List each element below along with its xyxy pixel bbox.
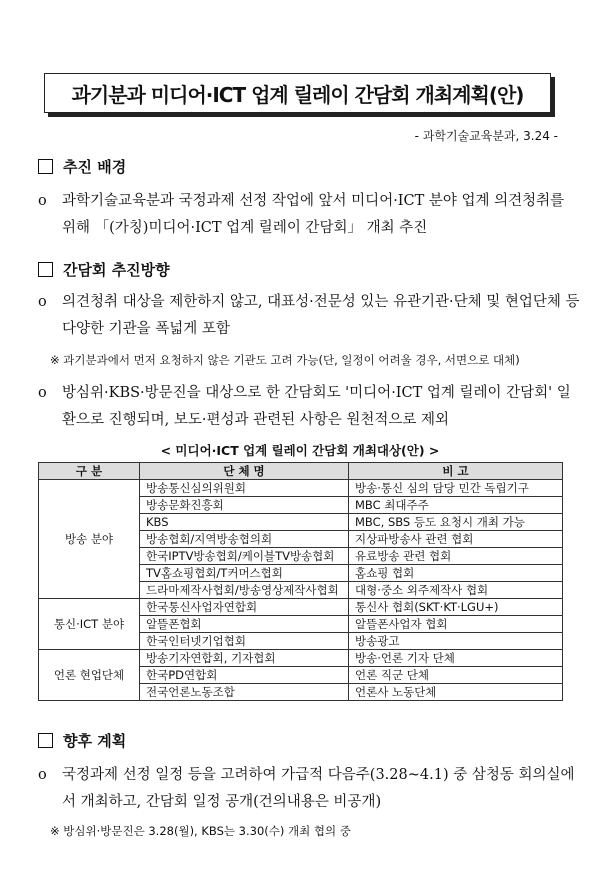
- table-cell: 언론 직군 단체: [349, 667, 563, 684]
- table-cell: 방송문화진흥회: [140, 497, 349, 514]
- table-cell: 대형·중소 외주제작사 협회: [349, 582, 563, 599]
- bullet-marker: o: [38, 193, 47, 209]
- checkbox-square-icon: [38, 262, 53, 277]
- table-cell: 한국인터넷기업협회: [140, 633, 349, 650]
- page-subtitle: - 과학기술교육분과, 3.24 -: [414, 129, 558, 143]
- bullet-marker: o: [38, 767, 47, 783]
- bullet-marker: o: [38, 385, 47, 401]
- note-text: ※ 방심위·방문진은 3.28(월), KBS는 3.30(수) 개최 협의 중: [50, 824, 351, 838]
- table-cell: 한국PD연합회: [140, 667, 349, 684]
- table-row: [39, 650, 563, 667]
- table-cell: 알뜰폰협회: [140, 616, 349, 633]
- table-cell: 한국통신사업자연합회: [140, 599, 349, 616]
- table-cell: 전국언론노동조합: [140, 684, 349, 701]
- table-header-cell: 비 고: [349, 463, 563, 480]
- bullet-text: 의견청취 대상을 제한하지 않고, 대표성·전문성 있는 유관기관·단체 및 현업단체 등 다양한 기관을 폭넓게 포함: [62, 294, 580, 337]
- table-cell: 방송협회/지역방송협의회: [140, 531, 349, 548]
- checkbox-square-icon: [38, 159, 53, 174]
- table-category-cell: 방송 분야: [39, 480, 140, 599]
- bullet-text: 과학기술교육분과 국정과제 선정 작업에 앞서 미디어·ICT 분야 업계 의견청취를 위해 「(가칭)미디어·ICT 업계 릴레이 간담회」 개최 추진: [62, 193, 565, 236]
- table-cell: 언론사 노동단체: [349, 684, 563, 701]
- table-cell: 방송·통신 심의 담당 민간 독립기구: [349, 480, 563, 497]
- table-cell: TV홈쇼핑협회/T커머스협회: [140, 565, 349, 582]
- bullet-marker: o: [38, 294, 47, 310]
- table-cell: 드라마제작사협회/방송영상제작사협회: [140, 582, 349, 599]
- table-cell: 홈쇼핑 협회: [349, 565, 563, 582]
- table-caption: < 미디어·ICT 업계 릴레이 간담회 개최대상(안) >: [160, 443, 440, 458]
- table-category-cell: 언론 현업단체: [39, 650, 140, 701]
- table-cell: 지상파방송사 관련 협회: [349, 531, 563, 548]
- table-cell: 통신사 협회(SKT·KT·LGU+): [349, 599, 563, 616]
- note-text: ※ 과기분과에서 먼저 요청하지 않은 기관도 고려 가능(단, 일정이 어려울 경우, 서면으로 대체): [50, 353, 520, 367]
- title-box: [44, 73, 551, 113]
- target-table: [38, 462, 563, 701]
- table-row: [39, 480, 563, 497]
- page-title: 과기분과 미디어·ICT 업계 릴레이 간담회 개최계획(안): [71, 82, 524, 107]
- section-heading-label: 추진 배경: [63, 158, 127, 176]
- table-cell: 방송기자연합회, 기자협회: [140, 650, 349, 667]
- section-heading-background: [38, 156, 126, 177]
- bullet-text: 방심위·KBS·방문진을 대상으로 한 간담회도 '미디어·ICT 업계 릴레이 간담회' 일환으로 진행되며, 보도·편성과 관련된 사항은 원천적으로 제외: [62, 385, 571, 428]
- table-cell: 한국IPTV방송협회/케이블TV방송협회: [140, 548, 349, 565]
- table-category-cell: 통신·ICT 분야: [39, 599, 140, 650]
- bullet-text: 국정과제 선정 일정 등을 고려하여 가급적 다음주(3.28~4.1) 중 삼청동 회의실에서 개최하고, 간담회 일정 공개(건의내용은 비공개): [62, 767, 575, 810]
- section-heading-direction: [38, 259, 170, 280]
- section-heading-plan: [38, 730, 126, 751]
- table-cell: KBS: [140, 514, 349, 531]
- table-header-cell: 구 분: [39, 463, 140, 480]
- table-cell: 유료방송 관련 협회: [349, 548, 563, 565]
- table-cell: 방송통신심의위원회: [140, 480, 349, 497]
- table-header-row: [39, 463, 563, 480]
- table-row: [39, 599, 563, 616]
- table-cell: MBC 최대주주: [349, 497, 563, 514]
- table-header-cell: 단 체 명: [140, 463, 349, 480]
- section-heading-label: 향후 계획: [63, 732, 127, 750]
- table-cell: 방송·언론 기자 단체: [349, 650, 563, 667]
- table-cell: 알뜰폰사업자 협회: [349, 616, 563, 633]
- section-heading-label: 간담회 추진방향: [63, 261, 170, 279]
- table-cell: 방송광고: [349, 633, 563, 650]
- checkbox-square-icon: [38, 733, 53, 748]
- table-cell: MBC, SBS 등도 요청시 개최 가능: [349, 514, 563, 531]
